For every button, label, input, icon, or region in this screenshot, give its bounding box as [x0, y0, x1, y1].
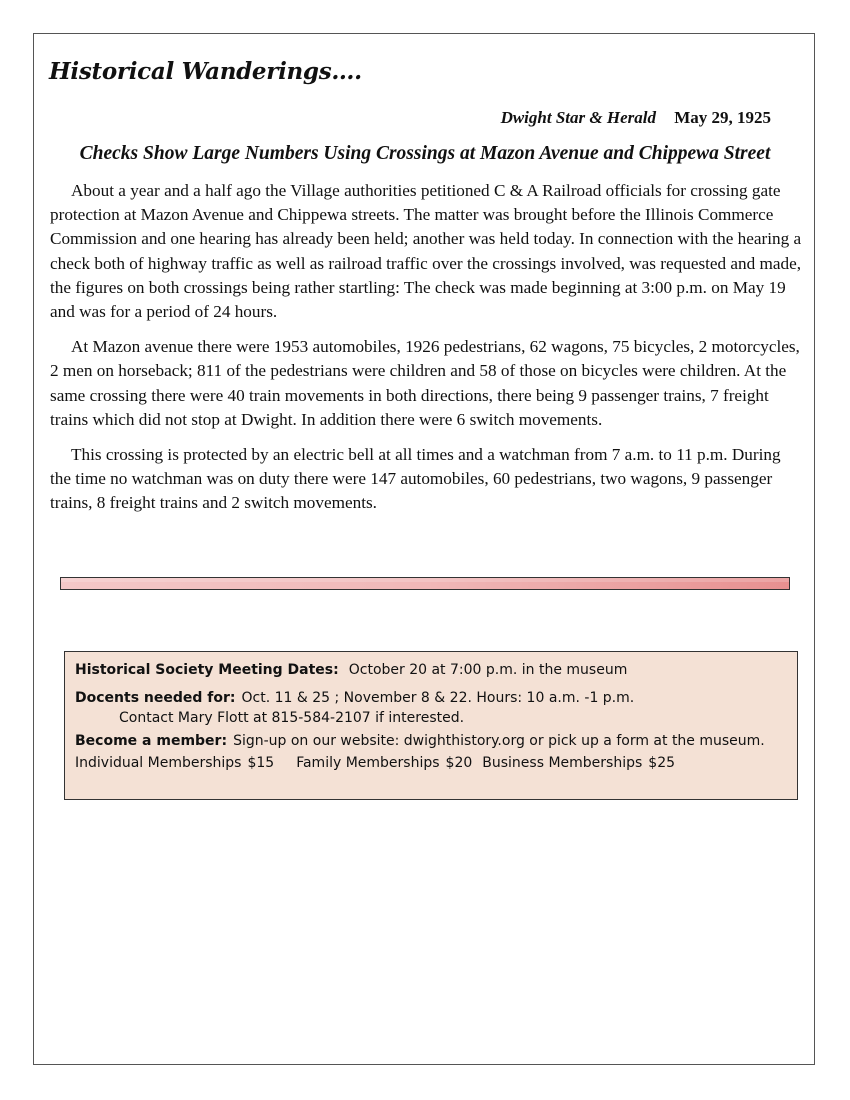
membership-tiers	[75, 752, 787, 774]
decorative-divider-bar	[60, 577, 790, 590]
membership-label: Become a member:	[75, 733, 228, 749]
article-paragraph: About a year and a half ago the Village authorities petitioned C & A Railroad officials for crossing gate protection at Mazon Avenue and Chippewa streets. The matter was brought before the Illinois Commerce Commission and one hearing has already been held; another was held today. In connection with the hearing a check both of highway traffic as well as railroad traffic over the crossings involved, was requested and made, the figures on both crossings being rather startling: The check was made beginning at 3:00 p.m. on May 19 and was for a period of 24 hours.	[50, 181, 802, 322]
article-headline: Checks Show Large Numbers Using Crossings at Mazon Avenue and Chippewa Street	[79, 143, 771, 164]
tier-individual-price: $15	[247, 755, 275, 771]
docents-contact: Contact Mary Flott at 815-584-2107 if interested.	[119, 710, 465, 726]
docents-label: Docents needed for:	[75, 690, 236, 706]
docents-line	[75, 687, 787, 709]
docents-value: Oct. 11 & 25 ; November 8 & 22. Hours: 10 a.m. -1 p.m.	[241, 690, 635, 706]
tier-family-name: Family Memberships	[296, 755, 440, 771]
meeting-dates-line	[75, 659, 787, 681]
article-body	[50, 179, 802, 527]
tier-business-name: Business Memberships	[482, 755, 643, 771]
publication-date: May 29, 1925	[674, 108, 771, 127]
meeting-dates-label: Historical Society Meeting Dates:	[75, 662, 339, 678]
membership-line	[75, 730, 787, 752]
tier-individual-name: Individual Memberships	[75, 755, 242, 771]
article-paragraph: At Mazon avenue there were 1953 automobiles, 1926 pedestrians, 62 wagons, 75 bicycles, 2 motorcycles, 2 men on horseback; 811 of the pedestrians were children and 58 of those on bicycles were children. At the same crossing there were 40 train movements in both directions, there being 9 passenger trains, 7 freight trains which did not stop at Dwight. In addition there were 6 switch movements.	[50, 337, 800, 429]
announcements-box	[64, 651, 798, 800]
tier-family-price: $20	[445, 755, 473, 771]
newspaper-name: Dwight Star & Herald	[500, 108, 656, 127]
article-paragraph: This crossing is protected by an electric bell at all times and a watchman from 7 a.m. to 11 p.m. During the time no watchman was on duty there were 147 automobiles, 60 pedestrians, two wagons, 9 passenger trains, 8 freight trains and 2 switch movements.	[50, 445, 781, 513]
tier-business-price: $25	[648, 755, 676, 771]
source-citation	[501, 108, 771, 128]
column-title: Historical Wanderings….	[49, 58, 362, 85]
membership-value: Sign-up on our website: dwighthistory.org or pick up a form at the museum.	[233, 733, 765, 749]
meeting-dates-value: October 20 at 7:00 p.m. in the museum	[348, 662, 628, 678]
